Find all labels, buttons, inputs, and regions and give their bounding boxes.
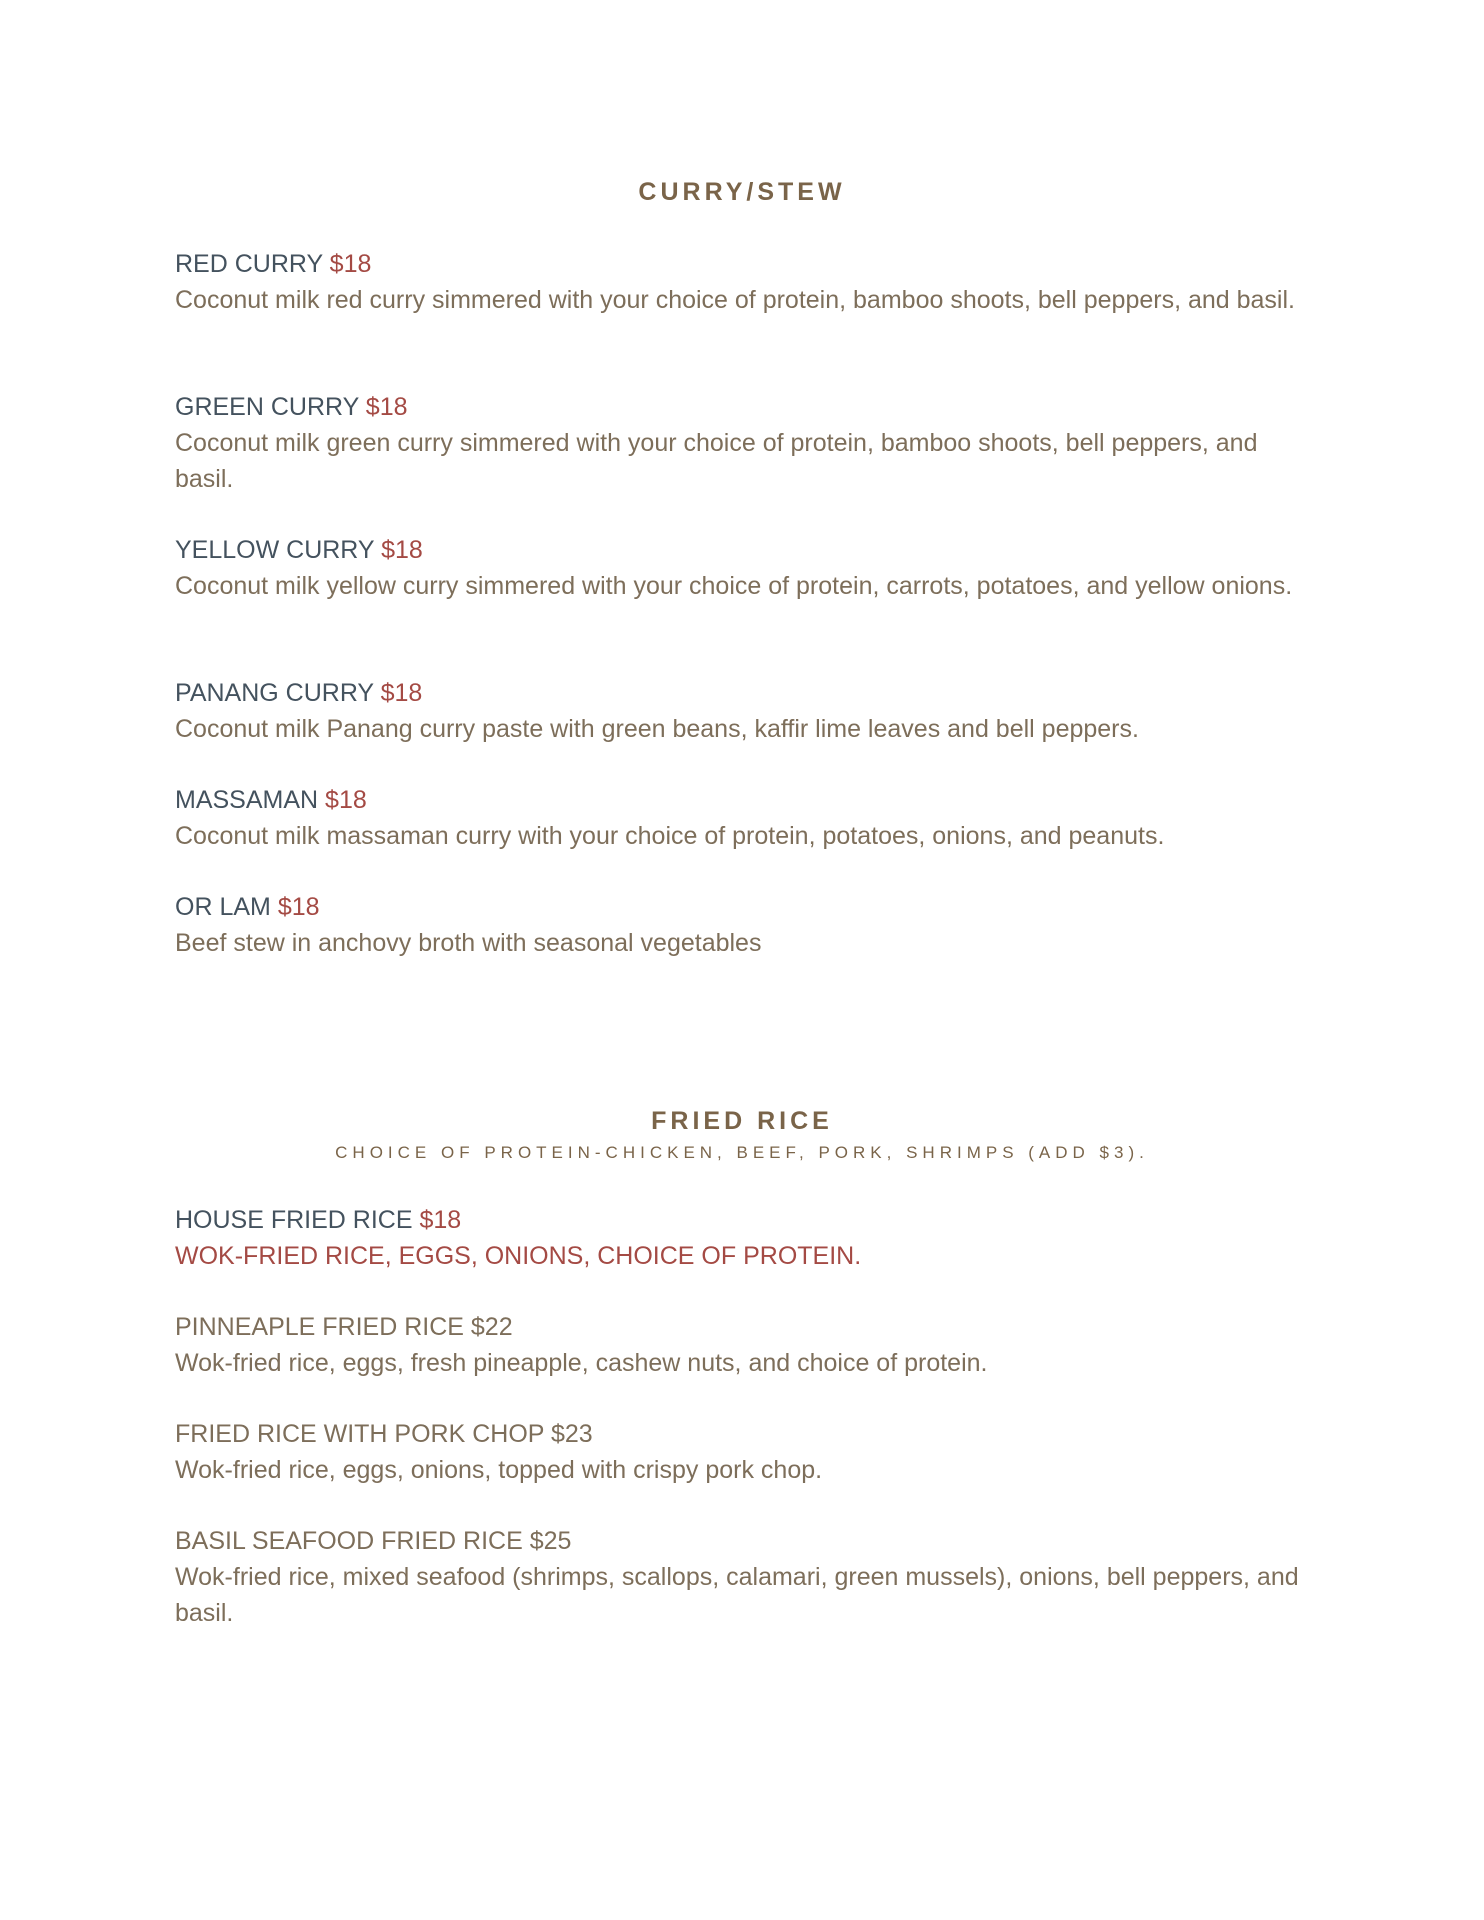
menu-item-price: $18	[277, 893, 320, 921]
menu-item-massaman	[175, 782, 1315, 854]
menu-item-price: $22	[470, 1313, 513, 1341]
menu-item-basil-seafood-fried-rice	[175, 1523, 1315, 1631]
menu-item-or-lam	[175, 889, 1315, 961]
menu-item-price: $18	[329, 250, 372, 278]
menu-item-description: Beef stew in anchovy broth with seasonal vegetables	[175, 929, 762, 957]
menu-item-name: HOUSE FRIED RICE $18	[175, 1206, 462, 1234]
menu-item-price: $18	[380, 679, 423, 707]
menu-item-yellow-curry	[175, 532, 1315, 604]
section-subtitle-fried-rice: CHOICE OF PROTEIN-CHICKEN, BEEF, PORK, SHRIMPS (ADD $3).	[335, 1143, 1149, 1162]
menu-item-price: $23	[550, 1420, 593, 1448]
menu-item-description: Coconut milk green curry simmered with your choice of protein, bamboo shoots, bell peppers, and basil.	[175, 429, 1258, 493]
menu-item-description: Wok-fried rice, mixed seafood (shrimps, scallops, calamari, green mussels), onions, bell peppers, and basil.	[175, 1563, 1299, 1627]
menu-item-fried-rice-pork-chop	[175, 1416, 1315, 1488]
menu-item-price: $18	[325, 786, 367, 814]
menu-item-name: GREEN CURRY $18	[175, 393, 408, 421]
menu-item-panang-curry	[175, 675, 1315, 747]
section-title-fried-rice: FRIED RICE	[651, 1107, 833, 1135]
menu-item-house-fried-rice	[175, 1202, 1315, 1274]
menu-item-price: $18	[381, 536, 423, 564]
menu-item-name: BASIL SEAFOOD FRIED RICE $25	[175, 1527, 572, 1555]
menu-item-description: Coconut milk massaman curry with your choice of protein, potatoes, onions, and peanuts.	[175, 822, 1165, 850]
menu-item-name: YELLOW CURRY $18	[175, 536, 423, 564]
menu-item-name: OR LAM $18	[175, 893, 320, 921]
menu-item-name: RED CURRY $18	[175, 250, 372, 278]
section-title-curry-stew: CURRY/STEW	[638, 178, 846, 206]
menu-item-name: MASSAMAN $18	[175, 786, 367, 814]
menu-item-description: Coconut milk yellow curry simmered with your choice of protein, carrots, potatoes, and yellow onions.	[175, 572, 1293, 600]
menu-item-name: PANANG CURRY $18	[175, 679, 423, 707]
menu-item-pineapple-fried-rice	[175, 1309, 1315, 1381]
menu-item-green-curry	[175, 389, 1315, 497]
menu-item-description: Coconut milk red curry simmered with your choice of protein, bamboo shoots, bell peppers, and basil.	[175, 286, 1295, 314]
menu-item-description: Coconut milk Panang curry paste with green beans, kaffir lime leaves and bell peppers.	[175, 715, 1139, 743]
menu-item-red-curry	[175, 246, 1315, 318]
menu-item-name: PINNEAPLE FRIED RICE $22	[175, 1313, 513, 1341]
menu-item-description: Wok-fried rice, eggs, fresh pineapple, cashew nuts, and choice of protein.	[175, 1349, 988, 1377]
menu-item-name: FRIED RICE WITH PORK CHOP $23	[175, 1420, 593, 1448]
menu-item-description: WOK-FRIED RICE, EGGS, ONIONS, CHOICE OF PROTEIN.	[175, 1242, 862, 1270]
menu-item-price: $18	[365, 393, 408, 421]
menu-item-price: $18	[419, 1206, 462, 1234]
menu-item-description: Wok-fried rice, eggs, onions, topped with crispy pork chop.	[175, 1456, 823, 1484]
menu-item-price: $25	[529, 1527, 572, 1555]
